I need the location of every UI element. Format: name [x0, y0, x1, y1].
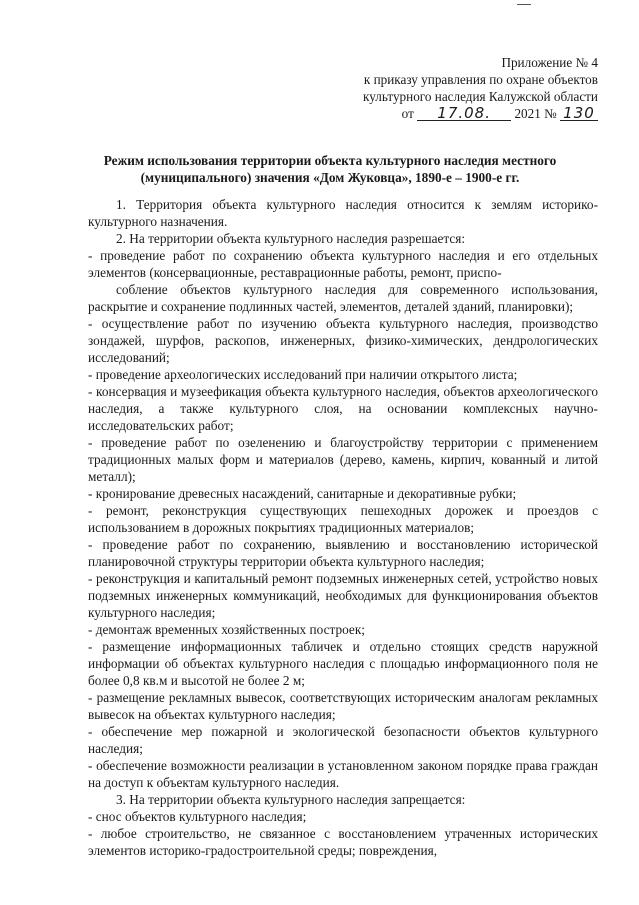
appendix-number: Приложение № 4 [501, 55, 598, 70]
paragraph: собление объектов культурного наследия для современного использования, раскрытие и сохранение подлинных частей, элементов, деталей зданий, планировки); [88, 282, 598, 314]
date-prefix: от [401, 106, 414, 121]
paragraph: - демонтаж временных хозяйственных построек; [88, 622, 365, 637]
paragraph: - проведение работ по сохранению объекта культурного наследия и его отдельных элементов (консервационные, реставрационные работы, ремонт, приспо- [88, 248, 598, 280]
paragraph: - осуществление работ по изучению объекта культурного наследия, производство зондажей, шурфов, раскопов, инженерных, физико-химических, дендрологических исследований; [88, 316, 598, 365]
paragraph: - проведение работ по озеленению и благоустройству территории с применением традиционных малых форм и материалов (дерево, камень, кирпич, кованный и литой металл); [88, 435, 598, 484]
paragraph: - проведение археологических исследований при наличии открытого листа; [88, 367, 518, 382]
paragraph: - размещение рекламных вывесок, соответствующих историческим аналогам рекламных вывесок на объектах культурного наследия; [88, 690, 598, 722]
order-reference: к приказу управления по охране объектов [363, 72, 598, 87]
paragraph: - размещение информационных табличек и отдельно стоящих средств наружной информации об объектах культурного наследия с площадью информационного поля не более 0,8 кв.м и высотой не более 2 м; [88, 639, 598, 688]
paragraph: - реконструкция и капитальный ремонт подземных инженерных сетей, устройство новых подземных инженерных коммуникаций, необходимых для функционирования объектов культурного наследия; [88, 571, 598, 620]
document-body [88, 196, 598, 859]
paragraph: - кронирование древесных насаждений, санитарные и декоративные рубки; [88, 486, 517, 501]
authority-name: культурного наследия Калужской области [363, 89, 598, 104]
paragraph: - любое строительство, не связанное с восстановлением утраченных исторических элементов историко-градостроительной среды; повреждения, [88, 826, 598, 858]
paragraph: - снос объектов культурного наследия; [88, 809, 307, 824]
handwritten-number: 130 [560, 106, 598, 121]
paragraph: 1. Территория объекта культурного наследия относится к землям историко-культурного назначения. [88, 197, 598, 229]
paragraph: - ремонт, реконструкция существующих пешеходных дорожек и проездов с использованием в дорожных покрытиях традиционных материалов; [88, 503, 598, 535]
scan-mark [517, 4, 531, 8]
date-line [363, 105, 598, 122]
paragraph: 2. На территории объекта культурного наследия разрешается: [116, 231, 466, 246]
paragraph: - консервация и музеефикация объекта культурного наследия, объектов археологического наследия, а также культурного слоя, на основании комплексных научно-исследовательских работ; [88, 384, 598, 433]
handwritten-date: 17.08. [417, 106, 511, 121]
paragraph: - обеспечение мер пожарной и экологической безопасности объектов культурного наследия; [88, 724, 598, 756]
year-number-label: 2021 № [514, 106, 557, 121]
paragraph: 3. На территории объекта культурного наследия запрещается: [116, 792, 466, 807]
appendix-header [363, 54, 598, 122]
paragraph: - проведение работ по сохранению, выявлению и восстановлению исторической планировочной структуры территории объекта культурного наследия; [88, 537, 598, 569]
document-title: Режим использования территории объекта культурного наследия местного (муниципального) значения «Дом Жуковца», 1890-е – 1900-е гг. [103, 153, 557, 185]
paragraph: - обеспечение возможности реализации в установленном законом порядке права граждан на доступ к объектам культурного наследия. [88, 758, 598, 790]
